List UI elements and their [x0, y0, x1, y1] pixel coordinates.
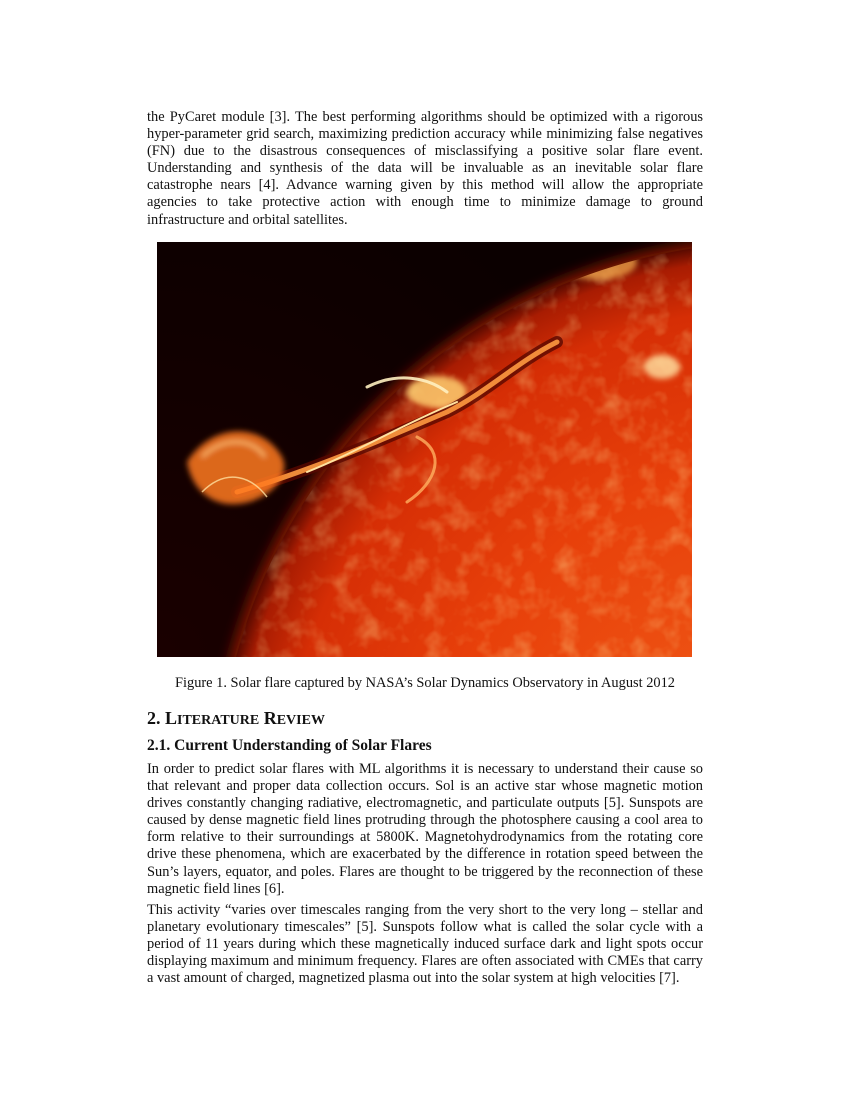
body-paragraph: In order to predict solar flares with ML algorithms it is necessary to understand their cause so that relevant and proper data collection occurs. Sol is an active star whose magnetic motion drives constantly changing radiative, electromagnetic, and particulate outputs [5]. Sunspots are caused by dense magnetic field lines protruding through the photosphere causing a cool area to form relative to their surroundings at 5800K. Magnetohydrodynamics from the rotating core drive these phenomena, which are exacerbated by the difference in rotation speed between the Sun’s layers, equator, and poles. Flares are thought to be triggered by the reconnection of these magnetic field lines [6].: [147, 761, 703, 897]
figure-caption: Figure 1. Solar flare captured by NASA’s Solar Dynamics Observatory in August 2012: [175, 675, 675, 691]
section-title-rest-2: EVIEW: [276, 713, 325, 728]
body-paragraph: This activity “varies over timescales ranging from the very short to the very long – stellar and planetary evolutionary timescales” [5]. Sunspots follow what is called the solar cycle with a period of 11 years during which these magnetically induced surface dark and light spots occur displaying maximum and minimum frequency. Flares are often associated with CMEs that carry a vast amount of charged, magnetized plasma out into the solar system at high velocities [7].: [147, 902, 703, 987]
intro-paragraph: the PyCaret module [3]. The best performing algorithms should be optimized with a rigorous hyper-parameter grid search, maximizing prediction accuracy while minimizing false negatives (FN) due to the disastrous consequences of misclassifying a positive solar flare event. Understanding and synthesis of the data will be invaluable as an inevitable solar flare catastrophe nears [4]. Advance warning given by this method will allow the appropriate agencies to take protective action with enough time to minimize damage to ground infrastructure and orbital satellites.: [147, 109, 703, 228]
subsection-heading: 2.1. Current Understanding of Solar Flares: [147, 737, 432, 754]
section-title-cap-1: L: [165, 708, 178, 728]
solar-flare-illustration: [157, 242, 692, 657]
section-number: 2.: [147, 708, 161, 728]
section-title-cap-2: R: [263, 708, 277, 728]
section-title-rest-1: ITERATURE: [177, 713, 260, 728]
section-heading: [147, 707, 325, 732]
solar-flare-image: [157, 242, 692, 657]
